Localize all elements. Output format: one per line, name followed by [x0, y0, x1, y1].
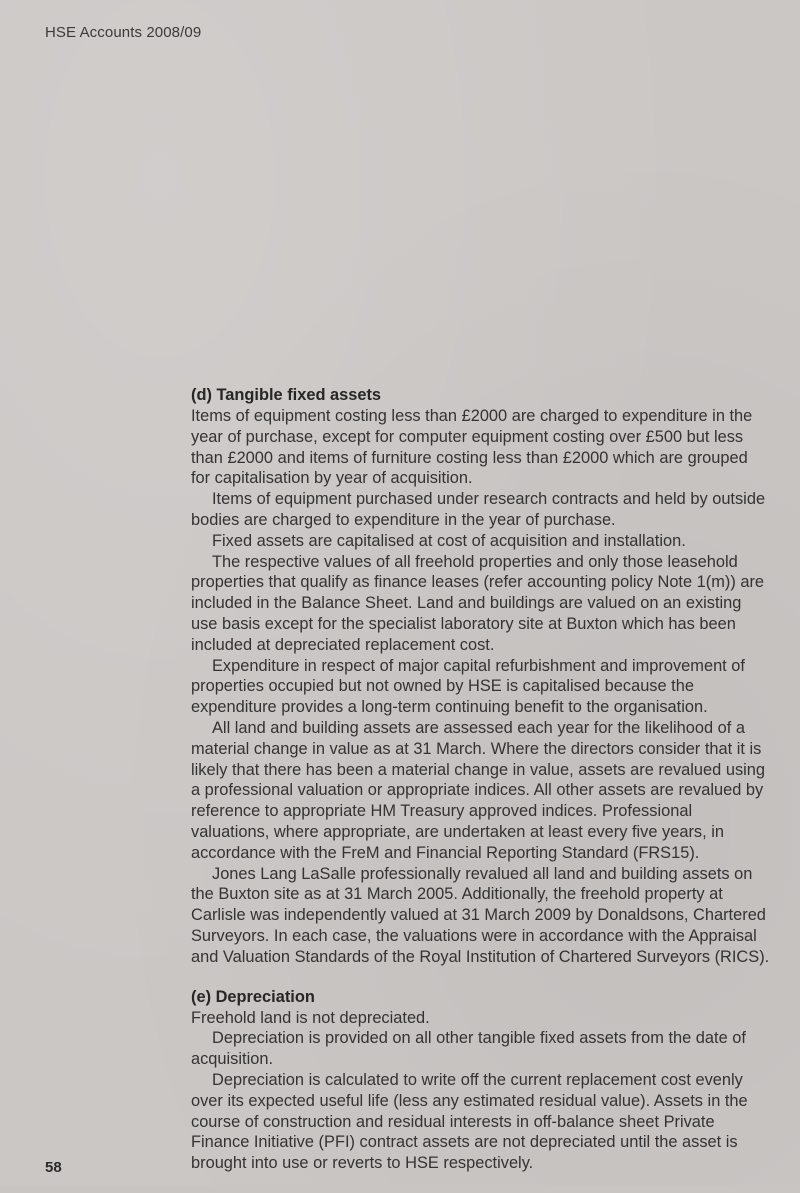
paragraph: Expenditure in respect of major capital refurbishment and improvement of properties occupied but not owned by HSE is capitalised because the expenditure provides a long-term continuing benefit to the organisation.: [191, 656, 745, 717]
page-number: 58: [45, 1159, 62, 1176]
paragraph: All land and building assets are assessed each year for the likelihood of a material change in value as at 31 March. Where the directors consider that it is likely that there has been a material change in value, assets are revalued using a professional valuation or appropriate indices. All other assets are revalued by reference to appropriate HM Treasury approved indices. Professional valuations, where appropriate, are undertaken at least every five years, in accordance with the FreM and Financial Reporting Standard (FRS15).: [191, 718, 766, 862]
paragraph: Jones Lang LaSalle professionally revalued all land and building assets on the Buxton site as at 31 March 2005. Additionally, the freehold property at Carlisle was independently valued at 31 March 2009 by Donaldsons, Chartered Surveyors. In each case, the valuations were in accordance with the Appraisal and Valuation Standards of the Royal Institution of Chartered Surveyors (RICS).: [191, 864, 770, 966]
paragraph: Fixed assets are capitalised at cost of acquisition and installation.: [212, 531, 686, 550]
paragraph: Items of equipment costing less than £2000 are charged to expenditure in the year of purchase, except for computer equipment costing over £500 but less than £2000 and items of furniture costing less than £2000 which are grouped for capitalisation by year of acquisition.: [191, 407, 753, 488]
section-heading: (d) Tangible fixed assets: [191, 386, 382, 404]
paragraph: Freehold land is not depreciated.: [191, 1008, 430, 1027]
section-depreciation: [191, 987, 771, 1174]
section-heading: (e) Depreciation: [191, 987, 315, 1006]
paragraph: Items of equipment purchased under research contracts and held by outside bodies are charged to expenditure in the year of purchase.: [191, 490, 766, 529]
paragraph: Depreciation is calculated to write off the current replacement cost evenly over its expected useful life (less any estimated residual value). Assets in the course of construction and residual interests in off-balance sheet Private Finance Initiative (PFI) contract assets are not depreciated until the asset is brought into use or reverts to HSE respectively.: [191, 1070, 748, 1173]
paragraph: Depreciation is provided on all other tangible fixed assets from the date of acquisition.: [191, 1029, 746, 1069]
section-tangible-fixed-assets: [191, 385, 771, 968]
paragraph: The respective values of all freehold properties and only those leasehold properties that qualify as finance leases (refer accounting policy Note 1(m)) are included in the Balance Sheet. Land and buildings are valued on an existing use basis except for the specialist laboratory site at Buxton which has been included at depreciated replacement cost.: [191, 552, 765, 654]
running-header: HSE Accounts 2008/09: [45, 24, 202, 41]
page-content: [191, 385, 771, 1193]
